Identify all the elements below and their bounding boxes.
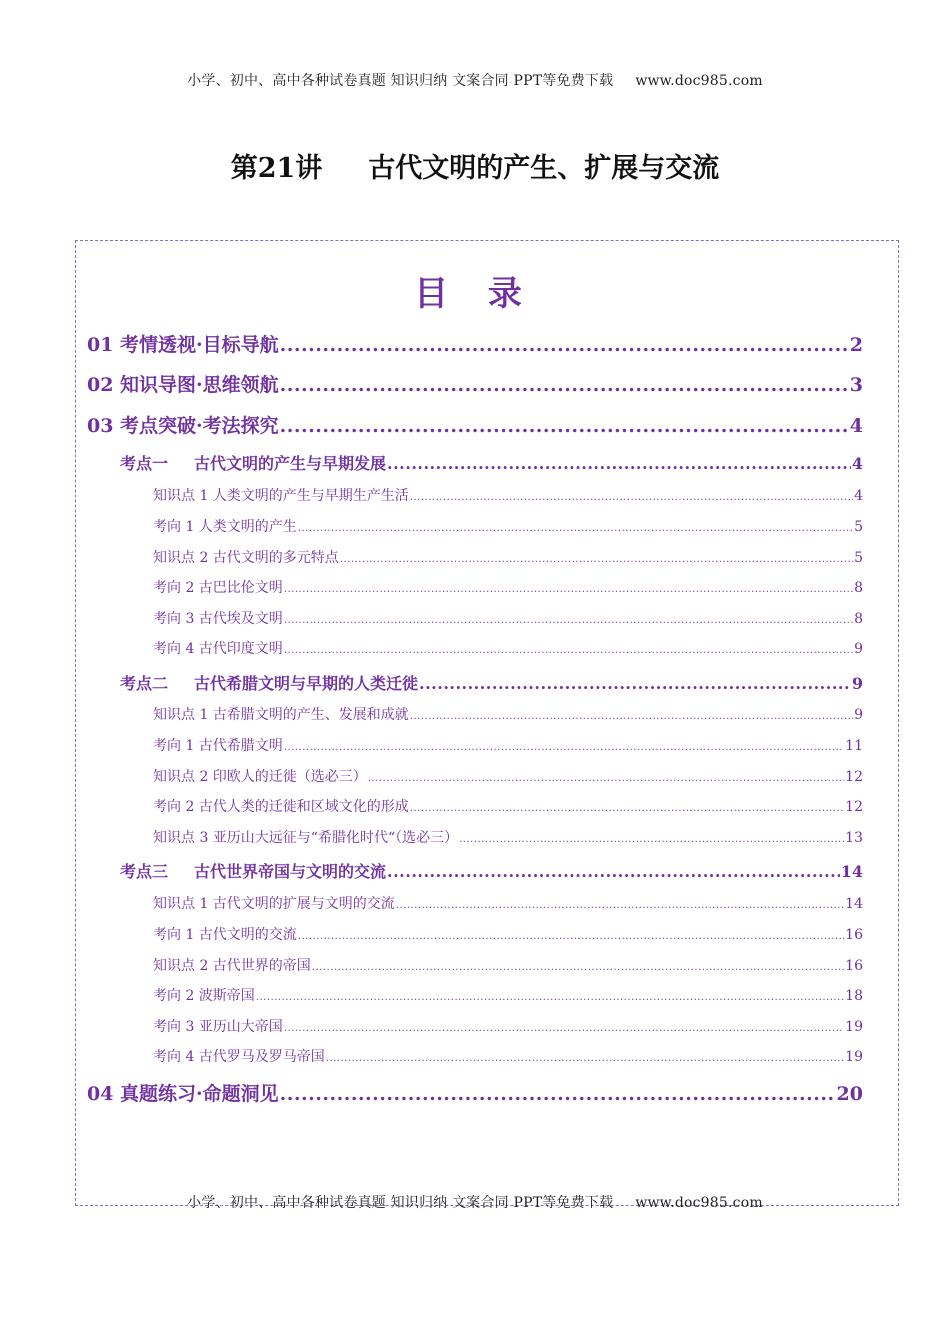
toc-entry-level3[interactable] bbox=[153, 485, 863, 505]
toc-entry-label: 知识点 1 古代文明的扩展与文明的交流 bbox=[153, 896, 395, 912]
header-text: 小学、初中、高中各种试卷真题 知识归纳 文案合同 PPT等免费下载 bbox=[187, 73, 614, 89]
footer-text: 小学、初中、高中各种试卷真题 知识归纳 文案合同 PPT等免费下载 bbox=[187, 1195, 614, 1211]
toc-dot-leader bbox=[326, 1053, 844, 1064]
toc-dot-leader bbox=[284, 645, 853, 656]
document-title bbox=[0, 146, 950, 185]
lecture-number: 第21讲 bbox=[230, 153, 323, 184]
toc-dot-leader bbox=[284, 584, 853, 595]
toc-page-number: 2 bbox=[849, 334, 863, 356]
toc-entry-label: 01 考情透视·目标导航 bbox=[87, 334, 279, 356]
toc-dot-leader bbox=[419, 674, 851, 693]
toc-heading: 目 录 bbox=[414, 274, 536, 314]
toc-page-number: 14 bbox=[840, 862, 863, 881]
toc-entry-level3[interactable] bbox=[153, 638, 863, 658]
toc-entry-level3[interactable] bbox=[153, 827, 863, 847]
toc-entry-section-number: 考点一 bbox=[120, 454, 169, 473]
toc-page-number: 5 bbox=[854, 550, 863, 566]
toc-entry-label bbox=[120, 671, 418, 694]
toc-page-number: 16 bbox=[845, 958, 863, 974]
toc-entry-level3[interactable] bbox=[153, 547, 863, 567]
header-site-link[interactable]: www.doc985.com bbox=[635, 73, 763, 89]
toc-entry-level3[interactable] bbox=[153, 796, 863, 816]
toc-entry-label: 考向 4 古代印度文明 bbox=[153, 641, 283, 657]
toc-dot-leader bbox=[284, 615, 853, 626]
toc-dot-leader bbox=[459, 834, 844, 845]
toc-entry-section-number: 考点二 bbox=[120, 674, 169, 693]
toc-dot-leader bbox=[410, 711, 853, 722]
toc-entry-level3[interactable] bbox=[153, 608, 863, 628]
toc-entry-level3[interactable] bbox=[153, 985, 863, 1005]
toc-dot-leader bbox=[284, 1023, 844, 1034]
toc-page-number: 20 bbox=[836, 1083, 863, 1105]
toc-dot-leader bbox=[298, 931, 844, 942]
toc-entry-level1[interactable] bbox=[87, 370, 863, 397]
toc-entry-label: 02 知识导图·思维领航 bbox=[87, 374, 279, 396]
toc-dot-leader bbox=[368, 773, 844, 784]
toc-page-number: 5 bbox=[854, 519, 863, 535]
toc-entry-section-title: 古代世界帝国与文明的交流 bbox=[194, 862, 387, 881]
toc-entry-label: 03 考点突破·考法探究 bbox=[87, 415, 279, 437]
toc-entry-level3[interactable] bbox=[153, 1016, 863, 1036]
toc-entry-level3[interactable] bbox=[153, 924, 863, 944]
toc-dot-leader bbox=[387, 454, 851, 473]
toc-entry-level3[interactable] bbox=[153, 577, 863, 597]
toc-page-number: 9 bbox=[854, 707, 863, 723]
toc-entry-level1[interactable] bbox=[87, 1079, 863, 1106]
toc-dot-leader bbox=[284, 742, 844, 753]
toc-entry-label: 04 真题练习·命题洞见 bbox=[87, 1083, 279, 1105]
toc-entry-label bbox=[120, 859, 386, 882]
toc-page-number: 14 bbox=[845, 896, 863, 912]
toc-entry-label: 知识点 3 亚历山大远征与“希腊化时代“（选必三） bbox=[153, 830, 459, 846]
toc-entry-level2[interactable] bbox=[120, 859, 863, 882]
toc-entry-label: 知识点 2 古代文明的多元特点 bbox=[153, 550, 339, 566]
toc-entry-section-title: 古代希腊文明与早期的人类迁徙 bbox=[194, 674, 419, 693]
page-header bbox=[0, 70, 950, 90]
toc-entry-label: 知识点 1 人类文明的产生与早期生产生活 bbox=[153, 488, 409, 504]
toc-entry-label: 考向 2 波斯帝国 bbox=[153, 988, 255, 1004]
toc-entry-level3[interactable] bbox=[153, 766, 863, 786]
toc-entry-level3[interactable] bbox=[153, 1046, 863, 1066]
toc-dot-leader bbox=[396, 900, 844, 911]
toc-page-number: 19 bbox=[845, 1049, 863, 1065]
toc-dot-leader bbox=[280, 334, 849, 356]
toc-entry-level3[interactable] bbox=[153, 516, 863, 536]
toc-dot-leader bbox=[312, 962, 844, 973]
toc-dot-leader bbox=[340, 554, 853, 565]
toc-entry-label: 考向 1 人类文明的产生 bbox=[153, 519, 297, 535]
toc-page-number: 16 bbox=[845, 927, 863, 943]
toc-dot-leader bbox=[410, 492, 853, 503]
page-footer bbox=[0, 1192, 950, 1212]
toc-entry-label: 知识点 2 印欧人的迁徙（选必三） bbox=[153, 769, 367, 785]
toc-page-number: 11 bbox=[845, 738, 863, 754]
toc-page-number: 13 bbox=[845, 830, 863, 846]
footer-site-link[interactable]: www.doc985.com bbox=[635, 1195, 763, 1211]
toc-entry-label: 考向 2 古代人类的迁徙和区域文化的形成 bbox=[153, 799, 409, 815]
toc-page-number: 9 bbox=[854, 641, 863, 657]
toc-dot-leader bbox=[280, 1083, 836, 1105]
toc-page-number: 4 bbox=[854, 488, 863, 504]
toc-entry-label: 考向 3 古代埃及文明 bbox=[153, 611, 283, 627]
toc-entry-level3[interactable] bbox=[153, 735, 863, 755]
toc-entry-label bbox=[120, 451, 386, 474]
toc-entry-label: 知识点 1 古希腊文明的产生、发展和成就 bbox=[153, 707, 409, 723]
toc-entry-level2[interactable] bbox=[120, 451, 863, 474]
toc-entry-label: 考向 2 古巴比伦文明 bbox=[153, 580, 283, 596]
toc-entry-label: 知识点 2 古代世界的帝国 bbox=[153, 958, 311, 974]
toc-dot-leader bbox=[387, 862, 840, 881]
toc-dot-leader bbox=[298, 523, 853, 534]
toc-entry-level3[interactable] bbox=[153, 955, 863, 975]
toc-dot-leader bbox=[410, 803, 844, 814]
toc-entry-label: 考向 3 亚历山大帝国 bbox=[153, 1019, 283, 1035]
toc-entry-level1[interactable] bbox=[87, 411, 863, 438]
toc-page-number: 12 bbox=[845, 799, 863, 815]
toc-entry-section-number: 考点三 bbox=[120, 862, 169, 881]
toc-page-number: 8 bbox=[854, 580, 863, 596]
toc-entry-level1[interactable] bbox=[87, 330, 863, 357]
toc-entry-label: 考向 1 古代希腊文明 bbox=[153, 738, 283, 754]
toc-page-number: 9 bbox=[851, 674, 863, 693]
toc-entry-level3[interactable] bbox=[153, 893, 863, 913]
toc-page-number: 12 bbox=[845, 769, 863, 785]
toc-page-number: 18 bbox=[845, 988, 863, 1004]
lecture-subject: 古代文明的产生、扩展与交流 bbox=[368, 153, 720, 184]
toc-page-number: 8 bbox=[854, 611, 863, 627]
toc-page-number: 19 bbox=[845, 1019, 863, 1035]
toc-page-number: 3 bbox=[849, 374, 863, 396]
toc-page-number: 4 bbox=[849, 415, 863, 437]
toc-entry-level3[interactable] bbox=[153, 704, 863, 724]
toc-dot-leader bbox=[280, 415, 849, 437]
toc-entry-label: 考向 4 古代罗马及罗马帝国 bbox=[153, 1049, 325, 1065]
toc-entry-section-title: 古代文明的产生与早期发展 bbox=[194, 454, 387, 473]
toc-entry-level2[interactable] bbox=[120, 671, 863, 694]
toc-dot-leader bbox=[280, 374, 849, 396]
toc-page-number: 4 bbox=[851, 454, 863, 473]
toc-entry-label: 考向 1 古代文明的交流 bbox=[153, 927, 297, 943]
toc-dot-leader bbox=[256, 992, 844, 1003]
